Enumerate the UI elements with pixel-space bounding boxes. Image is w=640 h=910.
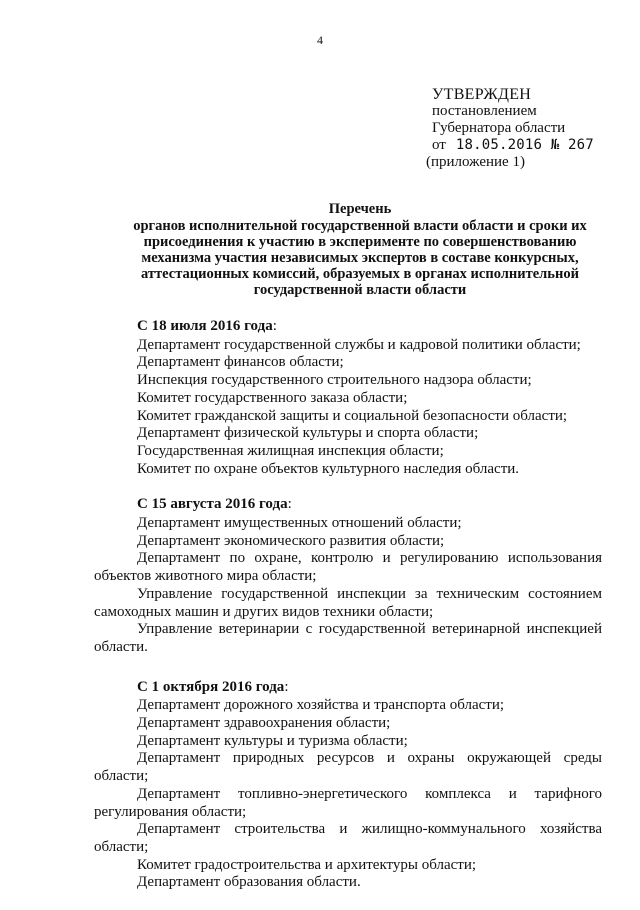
section-october — [94, 679, 602, 892]
list-item: Комитет гражданской защиты и социальной безопасности области; — [137, 407, 568, 424]
approval-line-1: постановлением — [432, 103, 537, 119]
heading-line: присоединения к участию в эксперименте по совершенствованию — [143, 234, 577, 250]
list-item: Департамент строительства и жилищно-коммунального хозяйства области; — [94, 821, 602, 855]
heading-line: аттестационных комиссий, образуемых в органах исполнительной — [141, 266, 579, 282]
approval-appendix: (приложение 1) — [426, 154, 525, 170]
list-item: Департамент образования области. — [137, 874, 361, 891]
page-number: 4 — [317, 33, 323, 47]
list-item: Комитет государственного заказа области; — [137, 389, 408, 406]
heading-line: механизма участия независимых экспертов в составе конкурсных, — [141, 250, 579, 266]
document-heading — [100, 201, 620, 298]
list-item: Департамент государственной службы и кадровой политики области; — [137, 336, 581, 353]
list-item: Комитет градостроительства и архитектуры области; — [137, 856, 477, 873]
section-date: С 18 июля 2016 года: — [137, 318, 277, 334]
section-date: С 15 августа 2016 года: — [137, 496, 292, 513]
approval-stamp — [418, 86, 594, 171]
heading-line: органов исполнительной государственной власти области и сроки их — [133, 218, 587, 234]
approval-title: УТВЕРЖДЕН — [432, 86, 532, 103]
approval-date-prefix: от — [432, 137, 446, 153]
section-august — [94, 496, 602, 656]
section-july — [94, 318, 602, 478]
list-item: Департамент имущественных отношений области; — [137, 515, 462, 532]
list-item: Департамент физической культуры и спорта области; — [137, 425, 479, 442]
list-item: Департамент здравоохранения области; — [137, 715, 391, 732]
approval-date-line — [432, 137, 594, 154]
list-item: Департамент экономического развития области; — [137, 532, 445, 549]
list-item: Департамент по охране, контролю и регулированию использования объектов животного мира области; — [94, 550, 602, 585]
section-date: С 1 октября 2016 года: — [137, 678, 289, 695]
document-title: Перечень — [328, 201, 392, 217]
document-body — [94, 318, 602, 910]
approval-date-value: 18.05.2016 № 267 — [455, 137, 594, 153]
list-item: Инспекция государственного строительного надзора области; — [137, 372, 532, 389]
list-item: Департамент культуры и туризма области; — [137, 732, 408, 749]
list-item: Департамент природных ресурсов и охраны окружающей среды области; — [94, 750, 602, 785]
list-item: Департамент дорожного хозяйства и транспорта области; — [137, 697, 505, 714]
list-item: Департамент топливно-энергетического комплекса и тарифного регулирования области; — [94, 785, 602, 820]
list-item: Управление государственной инспекции за техническим состоянием самоходных машин и других видов техники области; — [94, 585, 602, 620]
list-item: Государственная жилищная инспекция области; — [137, 442, 444, 459]
approval-line-2: Губернатора области — [432, 120, 566, 136]
list-item: Управление ветеринарии с государственной ветеринарной инспекцией области. — [94, 621, 602, 655]
heading-line: государственной власти области — [253, 282, 467, 298]
list-item: Департамент финансов области; — [137, 354, 344, 371]
list-item: Комитет по охране объектов культурного наследия области. — [137, 460, 520, 477]
